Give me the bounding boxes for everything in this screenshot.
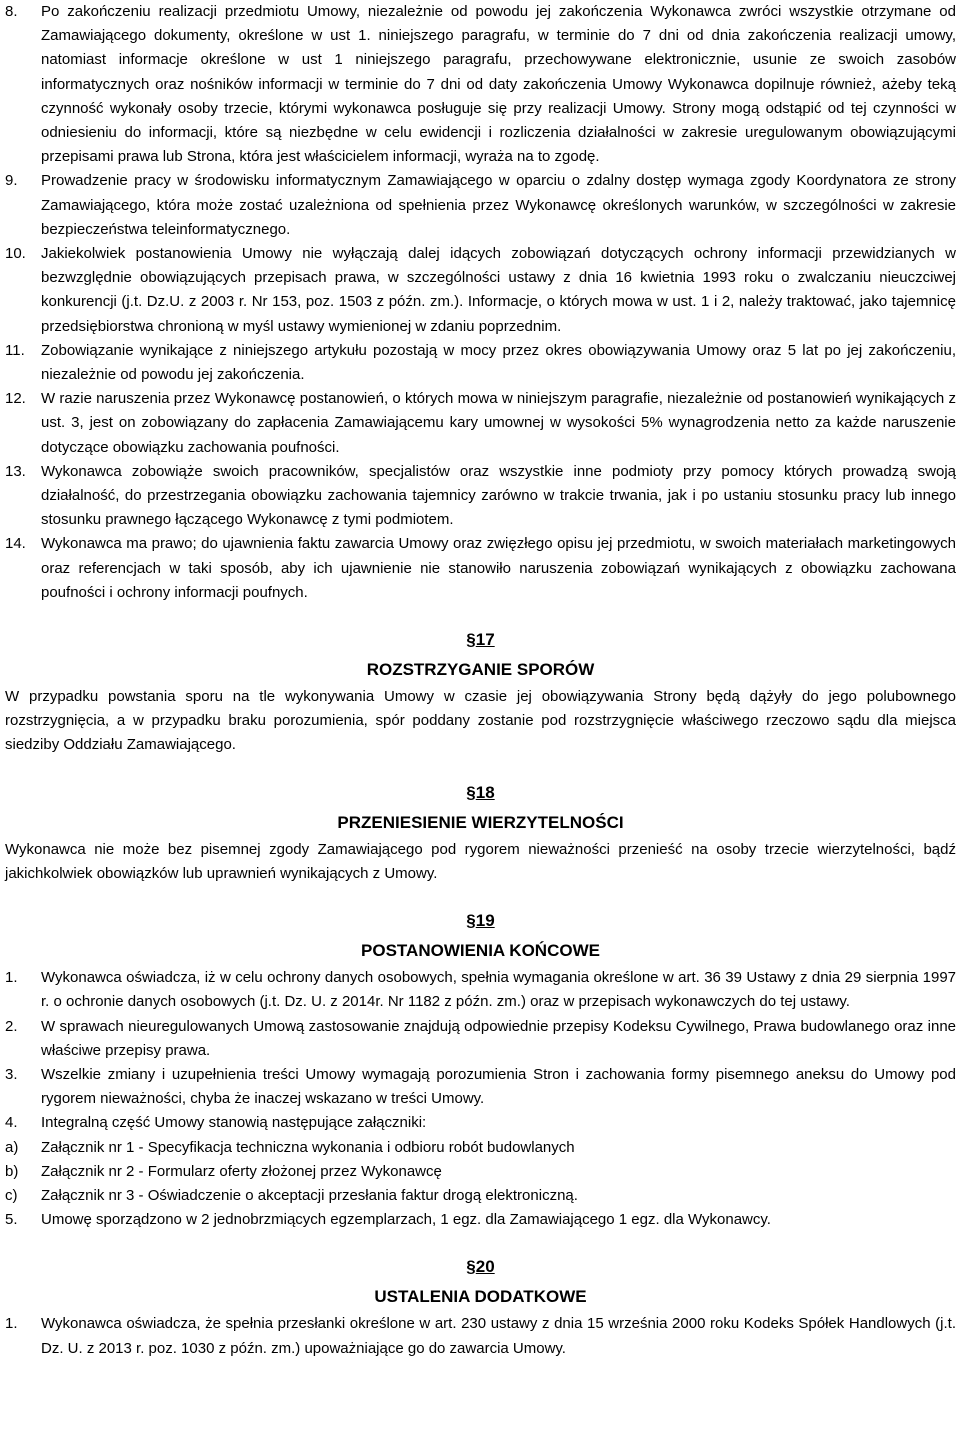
attachment-letter: b) (5, 1162, 19, 1180)
section-title: PRZENIESIENIE WIERZYTELNOŚCI (337, 812, 624, 832)
item-number: 11. (5, 341, 25, 359)
item-number: 8. (5, 3, 18, 20)
list-item (5, 242, 956, 339)
item-number: 10. (5, 245, 26, 263)
item-text: Prowadzenie pracy w środowisku informatycznym Zamawiającego w oparciu o zdalny dostęp wymaga zgody Koordynatora ze strony Zamawiającego, która może zostać uzależniona od spełnienia przez Wykonawcę określonych warunków, w szczególności w zakresie bezpieczeństwa teleinformatycznego. (41, 172, 956, 238)
item-number: 5. (5, 1211, 18, 1229)
section-number: §17 (466, 630, 495, 650)
list-item (5, 532, 956, 605)
section-number: §20 (466, 1257, 495, 1277)
list-item (5, 1208, 956, 1232)
section-title: POSTANOWIENIA KOŃCOWE (361, 941, 600, 961)
list-item (5, 1111, 956, 1135)
list-item (5, 0, 956, 169)
item-number: 9. (5, 172, 18, 190)
attachment-text: Załącznik nr 2 - Formularz oferty złożonej przez Wykonawcę (41, 1162, 442, 1180)
section-17 (5, 625, 956, 758)
attachment-text: Załącznik nr 3 - Oświadczenie o akceptacji przesłania faktur drogą elektroniczną. (41, 1186, 578, 1204)
item-number: 3. (5, 1065, 18, 1083)
attachment-item (5, 1184, 956, 1208)
section-19 (5, 906, 956, 1232)
item-number: 12. (5, 390, 26, 408)
list-item (5, 1312, 956, 1360)
item-number: 14. (5, 535, 26, 553)
section-paragraph: Wykonawca nie może bez pisemnej zgody Zamawiającego pod rygorem nieważności przenieść na osoby trzecie wierzytelności, bądź jakichkolwiek obowiązków lub uprawnień wynikających z Umowy. (5, 840, 956, 882)
item-text: Zobowiązanie wynikające z niniejszego artykułu pozostają w mocy przez okres obowiązywania Umowy oraz 5 lat po jej zakończeniu, niezależnie od powodu jej zakończenia. (41, 341, 956, 384)
item-number: 13. (5, 462, 26, 480)
item-text: Wykonawca oświadcza, iż w celu ochrony danych osobowych, spełnia wymagania określone w art. 36 39 Ustawy z dnia 29 sierpnia 1997 r. o ochronie danych osobowych (j.t. Dz. U. z 2014r. Nr 1182 z późn. zm.) oraz w przepisach wykonawczych do tej ustawy. (41, 969, 956, 1011)
attachment-text: Załącznik nr 1 - Specyfikacja techniczna wykonania i odbioru robót budowlanych (41, 1138, 575, 1156)
item-number: 1. (5, 969, 18, 987)
attachment-letter: c) (5, 1186, 18, 1204)
section-title: ROZSTRZYGANIE SPORÓW (366, 660, 595, 680)
list-item (5, 387, 956, 460)
item-text: Wykonawca oświadcza, że spełnia przesłanki określone w art. 230 ustawy z dnia 15 września 2000 roku Kodeks Spółek Handlowych (j.t. Dz. U. z 2013 r. poz. 1030 z późn. zm.) upoważniające go do zawarcia Umowy. (41, 1315, 956, 1357)
section-number: §18 (466, 782, 495, 802)
item-number: 1. (5, 1315, 18, 1333)
list-item (5, 169, 956, 242)
list-item (5, 339, 956, 387)
item-text: Wykonawca zobowiąże swoich pracowników, specjalistów oraz wszystkie inne podmioty przy pomocy których prowadzą swoją działalność, do przestrzegania obowiązku zachowania tajemnicy zarówno w trakcie trwania, jak i po ustaniu stosunku pracy lub innego stosunku prawnego łączącego Wykonawcę z tymi podmiotem. (41, 462, 956, 529)
paragraph-list-top (5, 0, 956, 605)
item-number: 4. (5, 1114, 18, 1132)
attachment-item (5, 1136, 956, 1160)
item-text: Wykonawca ma prawo; do ujawnienia faktu zawarcia Umowy oraz zwięzłego opisu jej przedmiotu, w swoich materiałach marketingowych oraz referencjach w taki sposób, aby ich ujawnienie nie stanowiło naruszenia zobowiązań wynikających z obowiązku zachowana poufności i ochrony informacji poufnych. (41, 535, 956, 601)
section-18 (5, 778, 956, 886)
attachment-item (5, 1160, 956, 1184)
item-text: Wszelkie zmiany i uzupełnienia treści Umowy wymagają porozumienia Stron i zachowania formy pisemnego aneksu do Umowy pod rygorem nieważności, chyba że inaczej wskazano w treści Umowy. (41, 1065, 956, 1108)
item-text: Umowę sporządzono w 2 jednobrzmiących egzemplarzach, 1 egz. dla Zamawiającego 1 egz. dla Wykonawcy. (41, 1211, 771, 1229)
section-number: §19 (466, 911, 495, 931)
list-item (5, 966, 956, 1014)
list-item (5, 1015, 956, 1063)
attachment-letter: a) (5, 1138, 19, 1156)
item-text: W razie naruszenia przez Wykonawcę postanowień, o których mowa w niniejszym paragrafie, niezależnie od postanowień wynikających z ust. 3, jest on zobowiązany do zapłacenia Zamawiającemu kary umownej w wysokości 5% wynagrodzenia netto za każde naruszenie dotyczące obowiązku zachowania poufności. (41, 390, 956, 456)
section-title: USTALENIA DODATKOWE (374, 1287, 587, 1307)
list-item (5, 460, 956, 533)
item-text: Jakiekolwiek postanowienia Umowy nie wyłączają dalej idących zobowiązań dotyczących ochrony informacji przewidzianych w bezwzględnie obowiązujących przepisach prawa, w szczególności ustawy z dnia 16 kwietnia 1993 roku o zwalczaniu nieuczciwej konkurencji (j.t. Dz.U. z 2003 r. Nr 153, poz. 1503 z późn. zm.). Informacje, o których mowa w ust. 1 i 2, należy traktować, jako tajemnicę przedsiębiorstwa chronioną w myśl ustawy wymienionej w zdaniu poprzednim. (41, 245, 956, 335)
item-number: 2. (5, 1017, 18, 1035)
section-paragraph: W przypadku powstania sporu na tle wykonywania Umowy w czasie jej obowiązywania Strony będą dążyły do jego polubownego rozstrzygnięcia, a w przypadku braku porozumienia, spór poddany zostanie pod rozstrzygnięcie właściwego rzeczowo sądu dla miejsca siedziby Oddziału Zamawiającego. (5, 688, 956, 754)
item-text: Po zakończeniu realizacji przedmiotu Umowy, niezależnie od powodu jej zakończenia Wykonawca zwróci wszystkie otrzymane od Zamawiającego dokumenty, określone w ust 1. niniejszego paragrafu, w terminie do 7 dni od dnia zakończenia realizacji umowy, natomiast informacje określone w ust 1 niniejszego paragrafu, przechowywane elektronicznie, usunie ze swoich zasobów informatycznych oraz nośników informacji w terminie do 7 dni od daty zakończenia Umowy Wykonawca dopilnuje również, ażeby teką czynność wykonały osoby trzecie, którymi wykonawca posługuje się przy realizacji Umowy. Strony mogą odstąpić od tej czynności w odniesieniu do informacji, które są niezbędne w celu ewidencji i rozliczenia działalności w zakresie uregulowanym obowiązującymi przepisami prawa lub Strona, która jest właścicielem informacji, wyraża na to zgodę. (41, 3, 956, 166)
item-text: Integralną część Umowy stanowią następujące załączniki: (41, 1114, 427, 1132)
list-item (5, 1063, 956, 1111)
item-text: W sprawach nieuregulowanych Umową zastosowanie znajdują odpowiednie przepisy Kodeksu Cywilnego, Prawa budowlanego oraz inne właściwe przepisy prawa. (41, 1017, 956, 1059)
section-20 (5, 1252, 956, 1360)
